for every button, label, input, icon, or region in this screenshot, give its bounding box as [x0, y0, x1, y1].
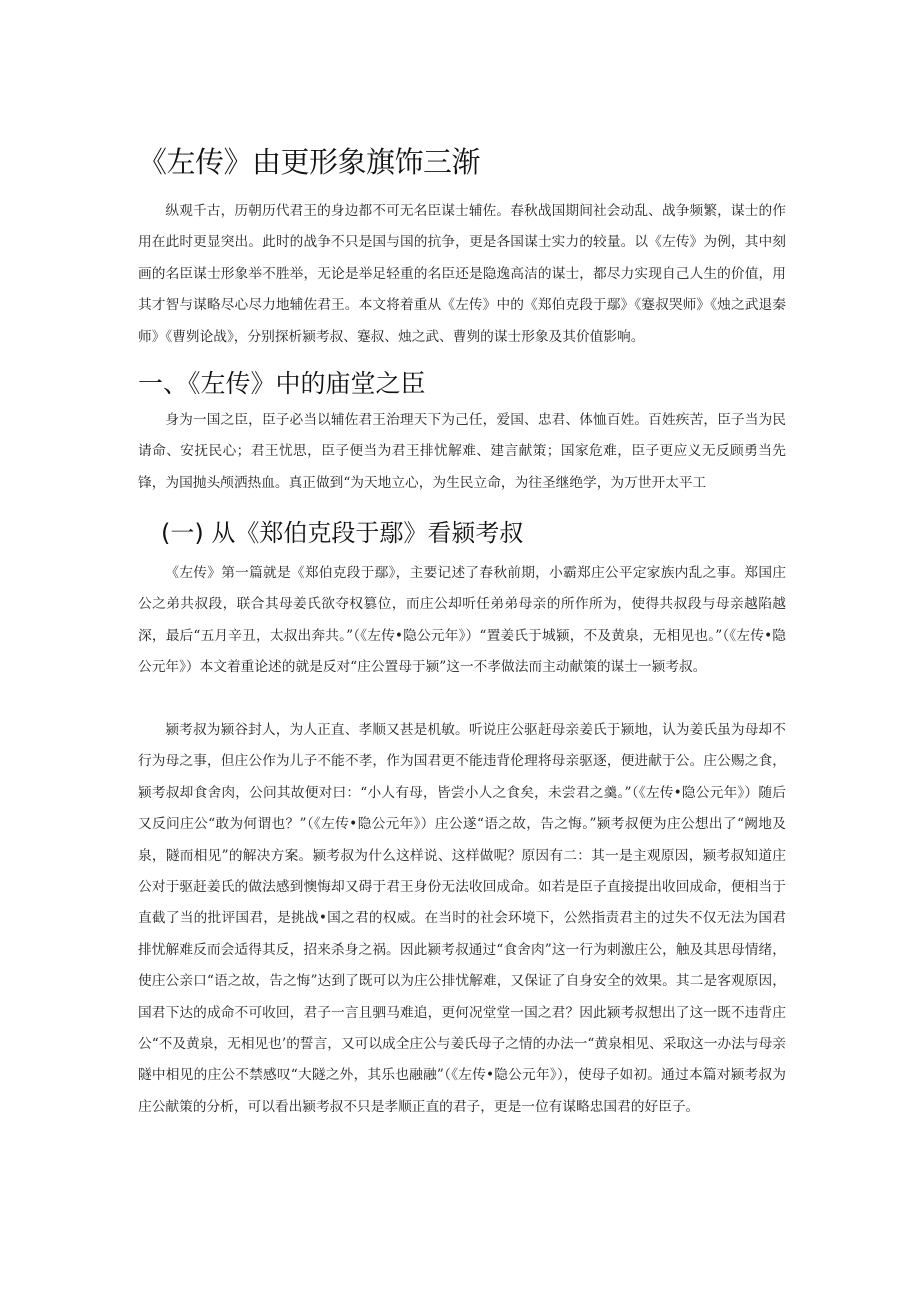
document-title: 《左传》由更形象旗饰三渐: [138, 145, 481, 179]
body-paragraph: 颍考叔为颍谷封人，为人正直、孝顺又甚是机敏。听说庄公驱赶母亲姜氏于颍地，认为姜氏虽为母却不行为母之事，但庄公作为儿子不能不孝，作为国君更不能违背伦理将母亲驱逐，便进献于公。庄公赐之食，颍考叔却食舍肉，公问其故便对曰：“小人有母，皆尝小人之食矣，未尝君之羹。”（《左传•隐公元年》）随后又反问庄公“敢为何谓也？”（《左传•隐公元年》）庄公遂“语之故，告之悔。”颍考叔便为庄公想出了“阙地及泉，隧而相见”的解决方案。颍考叔为什么这样说、这样做呢？原因有二：其一是主观原因，颍考叔知道庄公对于驱赶姜氏的做法感到懊悔却又碍于君王身份无法收回成命。如若是臣子直接提出收回成命，便相当于直截了当的批评国君，是挑战•国之君的权威。在当时的社会环境下，公然指责君主的过失不仅无法为国君排忧解难反而会适得其反，招来杀身之祸。因此颍考叔通过“食舍肉”这一行为刺激庄公，触及其思母情绪，使庄公亲口“语之故，告之悔”达到了既可以为庄公排忧解难，又保证了自身安全的效果。其二是客观原因，国君下达的成命不可收回，君子一言且驷马难追，更何况堂堂一国之君？因此颍考叔想出了这一既不违背庄公“不及黄泉，无相见也’的誓言，又可以成全庄公与姜氏母子之情的办法一“黄泉相见、采取这一办法与母亲隧中相见的庄公不禁感叹“大隧之外，其乐也融融”（《左传•隐公元年》），使母子如初。通过本篇对颍考叔为庄公献策的分析，可以看出颍考叔不只是孝顺正直的君子，更是一位有谋略忠国君的好臣子。: [138, 722, 786, 1115]
intro-paragraph: 纵观千古，历朝历代君王的身边都不可无名臣谋士辅佐。春秋战国期间社会动乱、战争频繁，谋士的作用在此时更显突出。此时的战争不只是国与国的抗争，更是各国谋士实力的较量。以《左传》为例，其中刻画的名臣谋士形象举不胜举，无论是举足轻重的名臣还是隐逸高洁的谋士，都尽力实现自己人生的价值，用其才智与谋略尽心尽力地辅佐君王。本文将着重从《左传》中的《郑伯克段于鄢》《蹇叔哭师》《烛之武退秦师》《曹刿论战》，分别探析颍考叔、蹇叔、烛之武、曹刿的谋士形象及其价值影响。: [138, 203, 786, 345]
body-paragraph: 《左传》第一篇就是《郑伯克段于鄢》，主要记述了春秋前期，小霸郑庄公平定家族内乱之事。郑国庄公之弟共叔段，联合其母姜氏欲夺权篡位，而庄公却听任弟弟母亲的所作所为，使得共叔段与母亲越陷越深，最后“五月辛丑，太叔出奔共。”（《左传•隐公元年》）“置姜氏于城颍，不及黄泉，无相见也。”（《左传•隐公元年》）本文着重论述的就是反对“庄公置母于颍”这一不孝做法而主动献策的谋士一颍考叔。: [138, 565, 786, 676]
section-paragraph: 身为一国之臣，臣子必当以辅佐君王治理天下为己任，爱国、忠君、体恤百姓。百姓疾苦，臣子当为民请命、安抚民心；君王忧思，臣子便当为君王排忧解难、建言献策；国家危难，臣子更应义无反顾勇当先锋，为国抛头颅洒热血。真正做到“为天地立心，为生民立命，为往圣继绝学，为万世开太平工: [138, 412, 786, 491]
subsection-heading: (一) 从《郑伯克段于鄢》看颍考叔: [161, 519, 524, 547]
section-heading: 一、《左传》中的庙堂之臣: [138, 369, 426, 398]
